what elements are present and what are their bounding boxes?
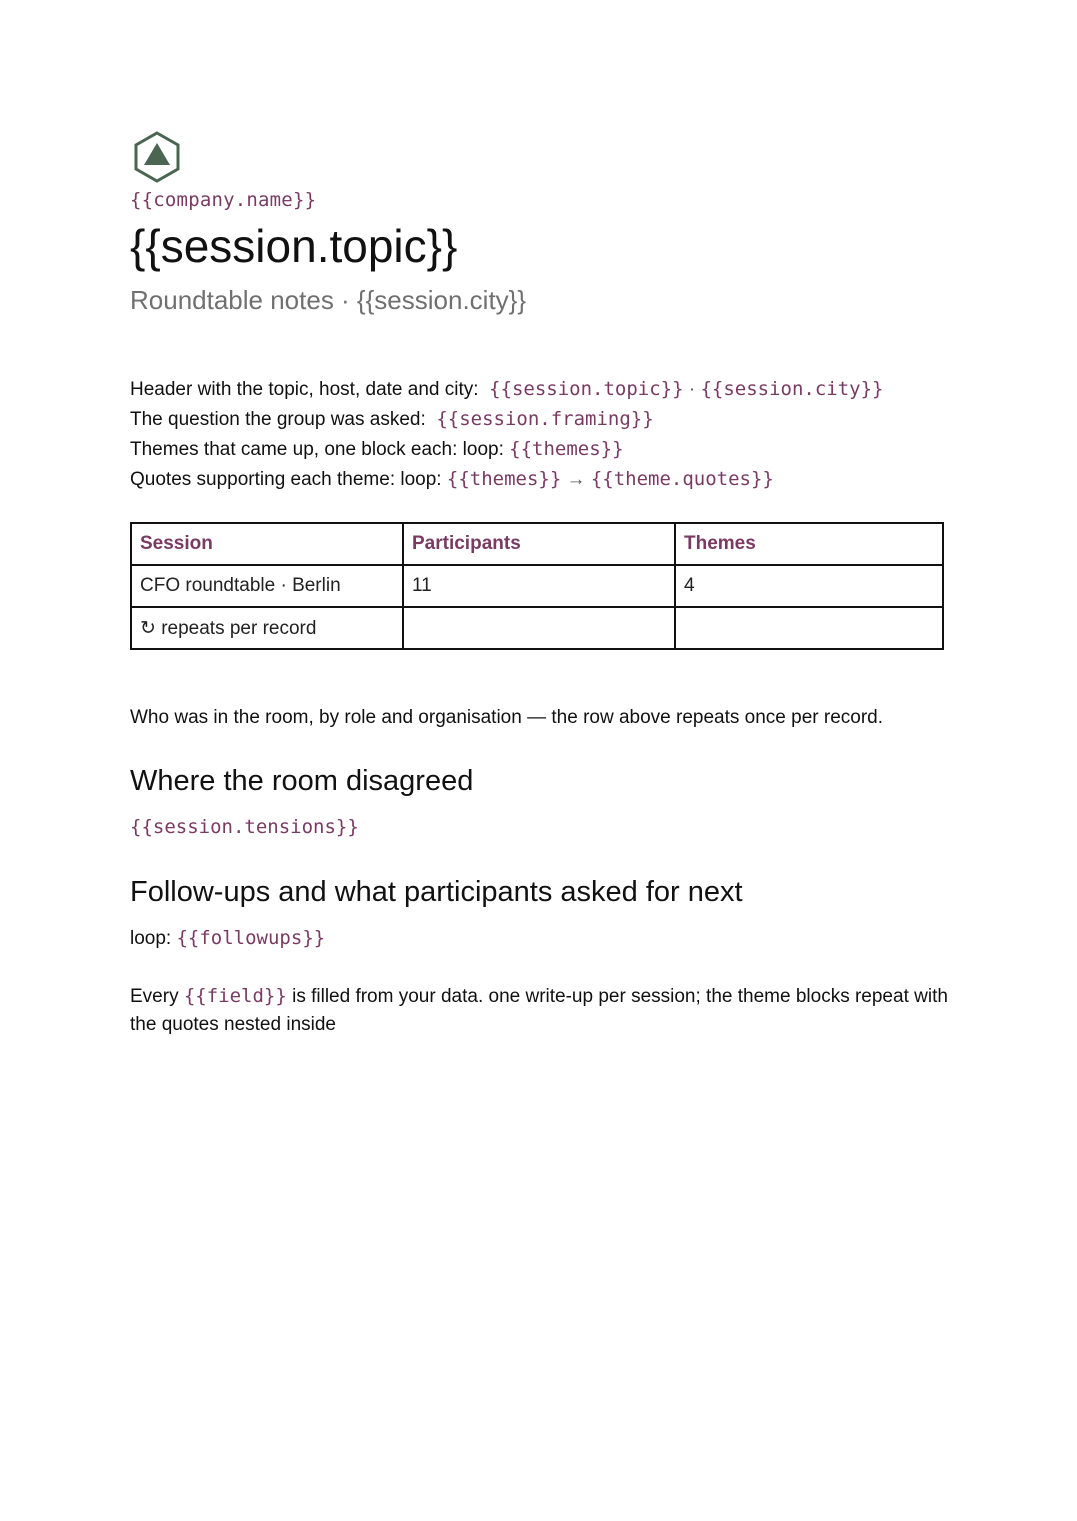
summary-line-question: The question the group was asked: {{session.framing}} (130, 408, 654, 430)
table-note: Who was in the room, by role and organisation — the row above repeats once per record. (130, 707, 884, 728)
participants-table (130, 522, 944, 650)
field-placeholder: {{session.city}} (700, 378, 884, 400)
field-placeholder: {{session.topic}} (489, 378, 684, 400)
column-header-participants: Participants (403, 523, 675, 565)
company-name: {{company.name}} (130, 189, 317, 211)
field-placeholder: {{session.tensions}} (130, 816, 359, 838)
table-cell: CFO roundtable · Berlin (131, 565, 403, 607)
page-subtitle: Roundtable notes · {{session.city}} (130, 285, 527, 315)
section-body-followups: loop: {{followups}} (130, 927, 326, 949)
section-body-disagreement (130, 816, 359, 839)
table-row (131, 607, 943, 649)
table-cell (675, 607, 943, 649)
summary-line-quotes: Quotes supporting each theme: loop: {{themes}} → {{theme.quotes}} (130, 468, 774, 490)
field-placeholder: {{field}} (183, 985, 287, 1007)
summary-line-themes: Themes that came up, one block each: loop: {{themes}} (130, 438, 624, 460)
table-cell: 11 (403, 565, 675, 607)
field-placeholder: {{session.framing}} (436, 408, 654, 430)
summary-line-header: Header with the topic, host, date and city: {{session.topic}} · {{session.city}} (130, 378, 884, 400)
field-placeholder: {{followups}} (176, 927, 326, 949)
section-heading-disagreement: Where the room disagreed (130, 765, 474, 797)
table-header-row (131, 523, 943, 565)
footer-note: Every {{field}} is filled from your data. one write-up per session; the theme blocks repeat with the quotes nested inside (130, 985, 948, 1035)
field-placeholder: {{theme.quotes}} (590, 468, 774, 490)
hexagon-triangle-icon (133, 131, 181, 183)
column-header-themes: Themes (675, 523, 943, 565)
field-placeholder: {{themes}} (509, 438, 624, 460)
table-row (131, 565, 943, 607)
table-cell: ↻ repeats per record (131, 607, 403, 649)
section-heading-followups: Follow-ups and what participants asked for next (130, 876, 743, 908)
page-title: {{session.topic}} (130, 220, 458, 272)
table-cell (403, 607, 675, 649)
column-header-session: Session (131, 523, 403, 565)
field-placeholder: {{themes}} (446, 468, 562, 490)
table-cell: 4 (675, 565, 943, 607)
